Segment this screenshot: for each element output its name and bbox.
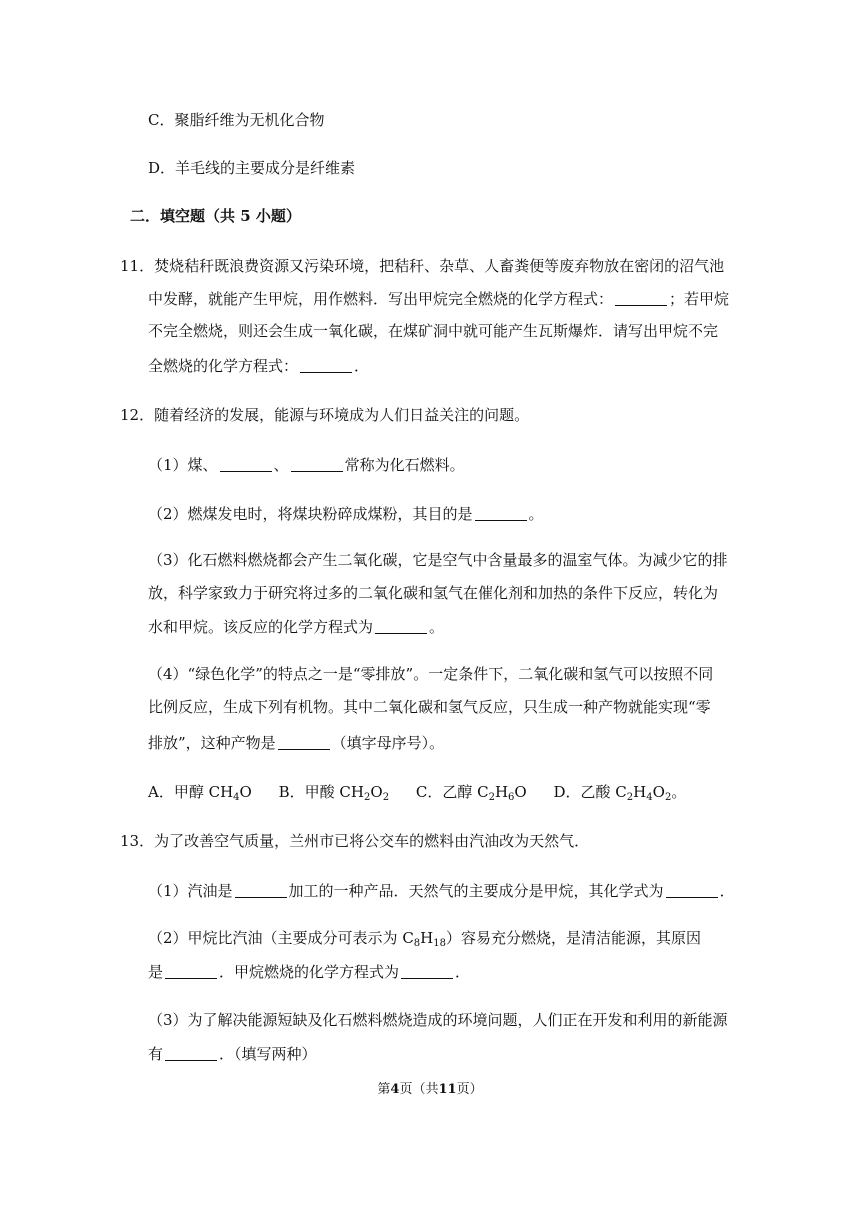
q13-part-3-line-2: 有 ．（填写两种） — [148, 1045, 317, 1063]
q13-part-2-line-2: 是 ．甲烷燃烧的化学方程式为 ． — [148, 963, 471, 981]
q13-part-1: （1）汽油是 加工的一种产品．天然气的主要成分是甲烷，其化学式为 ． — [148, 882, 735, 900]
q11-line-1: 11．焚烧秸秆既浪费资源又污染环境，把秸秆、杂草、人畜粪便等废弃物放在密闭的沼气池 — [120, 257, 725, 275]
q13-part-2-line-1: （2）甲烷比汽油（主要成分可表示为 $C_8H_{18}$）容易充分燃烧，是清洁能源，其原因 — [148, 929, 702, 949]
q12-part-3-line-3: 水和甲烷。该反应的化学方程式为 。 — [148, 618, 445, 636]
page-footer: 第4页（共11页） — [377, 1082, 483, 1097]
answer-blank[interactable] — [401, 964, 453, 979]
q13-intro: 13．为了改善空气质量，兰州市已将公交车的燃料由汽油改为天然气． — [120, 832, 590, 850]
option-c: C．聚脂纤维为无机化合物 — [148, 111, 325, 129]
answer-blank[interactable] — [220, 457, 272, 472]
q12-part-4-line-1: （4）“绿色化学”的特点之一是“零排放”。一定条件下，二氧化碳和氢气可以按照不同 — [148, 665, 714, 683]
total-pages: 11 — [438, 1082, 457, 1097]
answer-blank[interactable] — [165, 1046, 217, 1061]
page-number: 4 — [390, 1082, 400, 1097]
q12-part-3-line-1: （3）化石燃料燃烧都会产生二氧化碳，它是空气中含量最多的温室气体。为减少它的排 — [148, 551, 728, 569]
answer-blank[interactable] — [235, 883, 287, 898]
answer-blank[interactable] — [666, 883, 718, 898]
answer-blank[interactable] — [300, 358, 352, 373]
q13-number: 13． — [120, 832, 155, 850]
q12-part-4-line-3: 排放”，这种产物是 （填字母序号）。 — [148, 734, 445, 752]
q11-line-3: 不完全燃烧，则还会生成一氧化碳，在煤矿洞中就可能产生瓦斯爆炸．请写出甲烷不完 — [148, 322, 719, 340]
section-title: 二．填空题（共 5 小题） — [130, 207, 301, 225]
q11-line-2: 中发酵，就能产生甲烷，用作燃料．写出甲烷完全燃烧的化学方程式： ；若甲烷 — [148, 290, 730, 308]
answer-blank[interactable] — [278, 735, 330, 750]
q11-line-4: 全燃烧的化学方程式： ． — [148, 357, 370, 375]
answer-blank[interactable] — [291, 457, 343, 472]
q12-intro: 12．随着经济的发展，能源与环境成为人们日益关注的问题。 — [120, 406, 530, 424]
q13-part-3-line-1: （3）为了解决能源短缺及化石燃料燃烧造成的环境问题，人们正在开发和利用的新能源 — [148, 1011, 728, 1029]
option-d: D．羊毛线的主要成分是纤维素 — [148, 159, 356, 177]
answer-blank[interactable] — [375, 619, 427, 634]
answer-blank[interactable] — [165, 964, 217, 979]
q12-part-3-line-2: 放，科学家致力于研究将过多的二氧化碳和氢气在催化剂和加热的条件下反应，转化为 — [148, 584, 719, 602]
q11-number: 11． — [120, 257, 155, 275]
answer-blank[interactable] — [615, 291, 667, 306]
q12-options — [148, 783, 708, 803]
q12-part-4-line-2: 比例反应，生成下列有机物。其中二氧化碳和氢气反应，只生成一种产物就能实现“零 — [148, 698, 711, 716]
option-a: A．甲醇 $CH_4O$ — [148, 783, 252, 803]
q12-part-1: （1）煤、 、 常称为化石燃料。 — [148, 456, 465, 474]
option-d: D．乙酸 $C_2H_4O_2$。 — [553, 783, 687, 803]
answer-blank[interactable] — [475, 506, 527, 521]
option-b: B．甲酸 $CH_2O_2$ — [278, 783, 390, 803]
option-c: C．乙醇 $C_2H_6O$ — [415, 783, 527, 803]
q12-number: 12． — [120, 406, 155, 424]
q12-part-2: （2）燃煤发电时，将煤块粉碎成煤粉，其目的是 。 — [148, 505, 544, 523]
